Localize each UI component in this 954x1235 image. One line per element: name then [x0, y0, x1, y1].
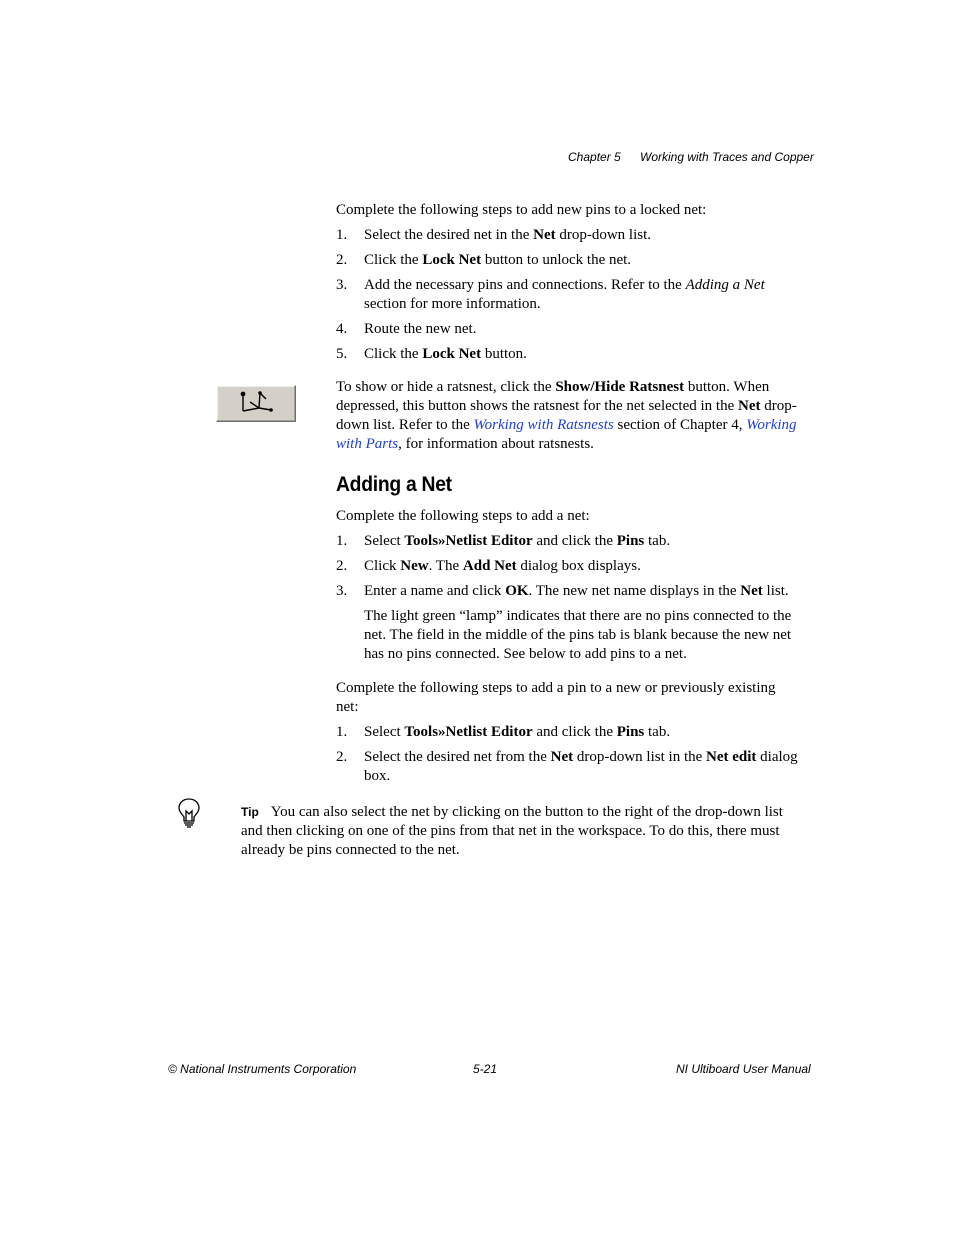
adding-net-section	[336, 472, 801, 786]
adding-net-steps	[336, 532, 801, 601]
ratsnest-icon	[217, 386, 295, 421]
list-item: 2. Click the Lock Net button to unlock the net.	[336, 252, 632, 268]
locked-net-section	[336, 201, 801, 364]
locked-net-steps	[336, 226, 801, 364]
lightbulb-icon	[176, 797, 202, 829]
tip-text: You can also select the net by clicking on the button to the right of the drop-down list and then clicking on one of the pins from that net in the workspace. To do this, there must already be pins connected to the net.	[241, 804, 783, 858]
list-item: 3. Enter a name and click OK. The new net name displays in the Net list.	[336, 583, 789, 599]
working-with-parts-link[interactable]: Working with Parts	[336, 417, 797, 452]
list-item: 4. Route the new net.	[336, 321, 477, 337]
list-item: 2. Click New. The Add Net dialog box displays.	[336, 558, 641, 574]
footer-manual-title: NI Ultiboard User Manual	[676, 1062, 811, 1076]
list-item: 3. Add the necessary pins and connections. Refer to the Adding a Net section for more information.	[336, 277, 765, 312]
working-with-ratsnests-link[interactable]: Working with Ratsnests	[473, 417, 614, 433]
add-pin-intro: Complete the following steps to add a pin to a new or previously existing net:	[336, 680, 776, 715]
list-item: 1. Select the desired net in the Net drop-down list.	[336, 227, 652, 243]
list-item: 2. Select the desired net from the Net drop-down list in the Net edit dialog box.	[336, 749, 798, 784]
adding-net-intro: Complete the following steps to add a net:	[336, 508, 590, 524]
list-item: 1. Select Tools»Netlist Editor and click the Pins tab.	[336, 724, 671, 740]
footer-page-number: 5-21	[473, 1062, 498, 1076]
running-header-title: Working with Traces and Copper	[640, 150, 814, 164]
add-pin-steps	[336, 723, 801, 786]
list-item: 1. Select Tools»Netlist Editor and click the Pins tab.	[336, 533, 671, 549]
footer-copyright: © National Instruments Corporation	[168, 1062, 357, 1076]
ratsnest-paragraph: To show or hide a ratsnest, click the Show/Hide Ratsnest button. When depressed, this button shows the ratsnest for the net selected in the Net drop-down list. Refer to the Working with Ratsnests section of Chapter 4, Working with Parts, for information about ratsnests.	[336, 379, 797, 452]
locked-net-intro: Complete the following steps to add new pins to a locked net:	[336, 202, 707, 218]
show-hide-ratsnest-button	[216, 385, 296, 422]
lamp-note: The light green “lamp” indicates that there are no pins connected to the net. The field in the middle of the pins tab is blank because the new net has no pins connected. See below to add pins to a net.	[364, 608, 792, 662]
tip-note	[241, 803, 801, 860]
running-header-chapter: Chapter 5	[568, 150, 621, 164]
section-heading: Adding a Net	[336, 473, 452, 496]
list-item: 5. Click the Lock Net button.	[336, 346, 527, 362]
tip-label: Tip	[241, 805, 259, 819]
adding-net-reference: Adding a Net	[685, 277, 765, 293]
